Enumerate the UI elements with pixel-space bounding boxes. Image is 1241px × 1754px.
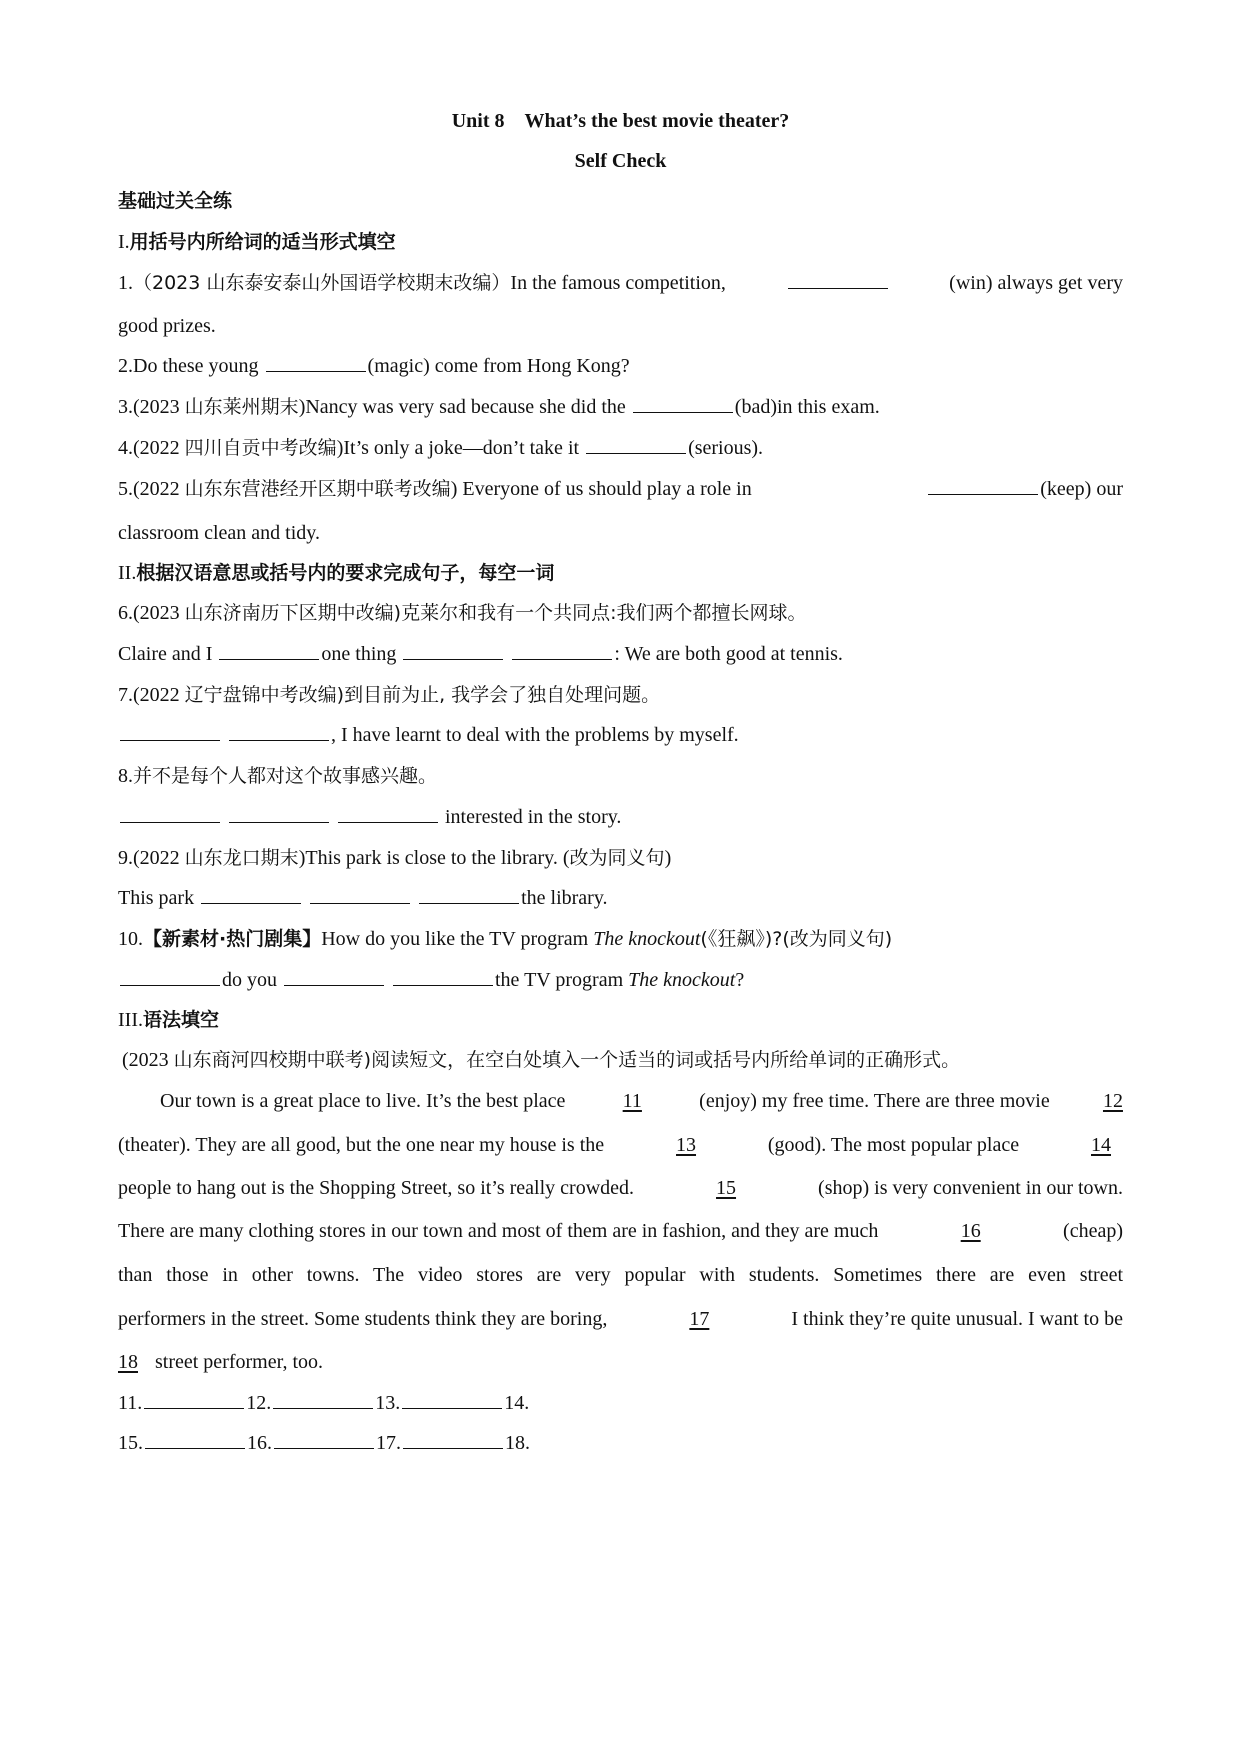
question-2	[118, 353, 630, 379]
q8-answer-text: interested in the story.	[445, 806, 622, 828]
answer-blank-16[interactable]	[274, 1430, 374, 1449]
q9-answer-text: This park	[118, 887, 195, 909]
part1-heading	[118, 229, 396, 255]
passage-line-3	[118, 1175, 1123, 1201]
q6-blank-3[interactable]	[512, 641, 612, 660]
passage-text: I think they’re quite unusual. I want to be	[791, 1308, 1123, 1330]
q10-title: The knockout	[593, 928, 701, 950]
passage-line-5: than those in other towns. The video stores are very popular with students. Sometimes there are even street	[118, 1264, 1123, 1286]
q10-blank-2[interactable]	[284, 967, 384, 986]
q6-blank-2[interactable]	[403, 641, 503, 660]
q3-source: 山东莱州期末	[184, 396, 299, 418]
q9-blank-2[interactable]	[310, 885, 410, 904]
q10-num: 10.	[118, 928, 143, 950]
blank-12[interactable]: 12	[1102, 1090, 1123, 1112]
q10-answer-text: do you	[222, 969, 277, 991]
answer-blank-13[interactable]	[402, 1390, 502, 1409]
q7-num: 7.(2022	[118, 684, 180, 706]
blank-18[interactable]: 18	[118, 1351, 138, 1373]
blank-14[interactable]: 14	[1091, 1134, 1111, 1156]
intro-text: 山东商河四校期中联考)阅读短文，在空白处填入一个适当的词或括号内所给单词的正确形式。	[173, 1049, 961, 1071]
q9-blank-1[interactable]	[201, 885, 301, 904]
answer-label: 13.	[375, 1392, 401, 1414]
q6-answer-text: Claire and I	[118, 643, 213, 665]
passage-text: people to hang out is the Shopping Street, so it’s really crowded.	[118, 1177, 635, 1199]
blank-11[interactable]: 11	[622, 1090, 642, 1112]
answer-label: 15.	[118, 1432, 143, 1454]
passage-line-7	[118, 1349, 323, 1375]
question-7	[118, 682, 660, 708]
q9-text-c: )	[664, 847, 672, 869]
q8-chinese: 并不是每个人都对这个故事感兴趣。	[133, 765, 438, 787]
question-8	[118, 763, 437, 789]
q5-text: ) Everyone of us should play a role in	[450, 478, 752, 500]
passage-text: (enjoy) my free time. There are three movie	[699, 1090, 1050, 1112]
intro-year: (2023	[122, 1049, 169, 1071]
q2-text: 2.Do these young	[118, 355, 259, 377]
q7-blank-2[interactable]	[229, 722, 329, 741]
q7-blank-1[interactable]	[120, 722, 220, 741]
answer-blank-12[interactable]	[273, 1390, 373, 1409]
q5-text-b: (keep) our	[1040, 478, 1123, 500]
q6-answer-text-c: : We are both good at tennis.	[614, 643, 843, 665]
q4-text: )It’s only a joke—don’t take it	[336, 437, 580, 459]
passage-line-4	[118, 1218, 1123, 1244]
question-7-answer	[118, 722, 739, 748]
answer-label: 14.	[504, 1392, 530, 1414]
question-10-answer	[118, 967, 744, 993]
passage-text: (cheap)	[1063, 1220, 1123, 1242]
answer-label: 16.	[247, 1432, 272, 1454]
answer-label: 12.	[246, 1392, 272, 1414]
question-9-answer	[118, 885, 608, 911]
blank-16[interactable]: 16	[960, 1220, 981, 1242]
answer-blank-17[interactable]	[403, 1430, 503, 1449]
q1-text-b: (win) always get very	[949, 272, 1123, 294]
q3-text-b: (bad)in this exam.	[734, 396, 880, 418]
passage-line-1	[160, 1088, 1123, 1114]
q1-num: 1.	[118, 272, 133, 294]
q9-text: )This park is close to the library. (	[298, 847, 570, 869]
q5-source: 山东东营港经开区期中联考改编	[184, 478, 451, 500]
part3-intro	[122, 1047, 960, 1073]
q9-instruction: 改为同义句	[569, 847, 665, 869]
q10-blank-3[interactable]	[393, 967, 493, 986]
question-5-cont: classroom clean and tidy.	[118, 522, 320, 544]
q4-blank[interactable]	[586, 435, 686, 454]
passage-line-2	[118, 1132, 1123, 1158]
q6-answer-text-b: one thing	[321, 643, 397, 665]
passage-text: street performer, too.	[155, 1351, 324, 1373]
q4-source: 四川自贡中考改编	[184, 437, 337, 459]
question-6	[118, 600, 807, 626]
q3-text: )Nancy was very sad because she did the	[298, 396, 626, 418]
question-1-cont: good prizes.	[118, 315, 216, 337]
q7-source: 辽宁盘锦中考改编)到目前为止, 我学会了独自处理问题。	[184, 684, 661, 706]
question-6-answer	[118, 641, 843, 667]
q4-text-b: (serious).	[688, 437, 764, 459]
blank-17[interactable]: 17	[689, 1308, 710, 1330]
answer-label: 17.	[376, 1432, 401, 1454]
passage-text: There are many clothing stores in our town and most of them are in fashion, and they are much	[118, 1220, 879, 1242]
part1-heading-num: I.	[118, 231, 130, 253]
question-4	[118, 435, 763, 461]
question-8-answer	[118, 804, 621, 830]
q9-source: 山东龙口期末	[184, 847, 299, 869]
q3-num: 3.(2023	[118, 396, 180, 418]
passage-text: performers in the street. Some students think they are boring,	[118, 1308, 608, 1330]
question-10	[118, 926, 892, 952]
question-9	[118, 845, 671, 871]
q6-source: 山东济南历下区期中改编)克莱尔和我有一个共同点:我们两个都擅长网球。	[184, 602, 807, 624]
answer-row-1	[118, 1390, 529, 1416]
question-1	[118, 270, 1123, 296]
q3-blank[interactable]	[633, 394, 733, 413]
part2-heading-num: II.	[118, 562, 137, 584]
page-title: Unit 8 What’s the best movie theater?	[451, 110, 790, 132]
page-subtitle: Self Check	[574, 150, 667, 172]
passage-text: Our town is a great place to live. It’s the best place	[160, 1090, 566, 1112]
q1-blank[interactable]	[788, 270, 888, 289]
question-5	[118, 476, 1123, 502]
q5-blank[interactable]	[928, 476, 1038, 495]
q1-text: In the famous competition,	[510, 272, 726, 294]
part2-heading	[118, 560, 554, 586]
q8-blank-3[interactable]	[338, 804, 438, 823]
q9-num: 9.(2022	[118, 847, 180, 869]
question-3	[118, 394, 880, 420]
answer-row-2	[118, 1430, 530, 1456]
q6-blank-1[interactable]	[219, 641, 319, 660]
q8-blank-2[interactable]	[229, 804, 329, 823]
q7-answer-text: , I have learnt to deal with the problems by myself.	[331, 724, 739, 746]
part1-heading-text: 用括号内所给词的适当形式填空	[129, 231, 396, 253]
q4-num: 4.(2022	[118, 437, 180, 459]
passage-line-6	[118, 1306, 1123, 1332]
answer-blank-11[interactable]	[144, 1390, 244, 1409]
q8-blank-1[interactable]	[120, 804, 220, 823]
blank-13[interactable]: 13	[676, 1134, 697, 1156]
q10-answer-text-c: ?	[735, 969, 745, 991]
q8-num: 8.	[118, 765, 133, 787]
part3-heading	[118, 1007, 219, 1033]
q10-text: How do you like the TV program	[321, 928, 589, 950]
passage-text: (shop) is very convenient in our town.	[818, 1177, 1123, 1199]
part2-heading-text: 根据汉语意思或括号内的要求完成句子，每空一词	[136, 562, 555, 584]
q10-answer-title: The knockout	[628, 969, 736, 991]
part3-heading-text: 语法填空	[142, 1009, 219, 1031]
answer-blank-15[interactable]	[145, 1430, 245, 1449]
q9-answer-text-b: the library.	[521, 887, 608, 909]
q10-tag: 【新素材·热门剧集】	[143, 928, 322, 950]
q10-answer-text-b: the TV program	[495, 969, 624, 991]
answer-label: 11.	[118, 1392, 143, 1414]
q10-text-c: (《狂飙》)?(改为同义句)	[700, 928, 893, 950]
passage-text: (good). The most popular place	[767, 1134, 1020, 1156]
q5-num: 5.(2022	[118, 478, 180, 500]
q2-blank[interactable]	[266, 353, 366, 372]
q2-text-b: (magic) come from Hong Kong?	[367, 355, 630, 377]
q6-num: 6.(2023	[118, 602, 180, 624]
section-heading: 基础过关全练	[118, 190, 233, 212]
blank-15[interactable]: 15	[716, 1177, 737, 1199]
answer-label: 18.	[505, 1432, 530, 1454]
q10-blank-1[interactable]	[120, 967, 220, 986]
q9-blank-3[interactable]	[419, 885, 519, 904]
part3-heading-num: III.	[118, 1009, 143, 1031]
passage-text: (theater). They are all good, but the one near my house is the	[118, 1134, 605, 1156]
q1-source: （2023 山东泰安泰山外国语学校期末改编）	[133, 272, 511, 294]
